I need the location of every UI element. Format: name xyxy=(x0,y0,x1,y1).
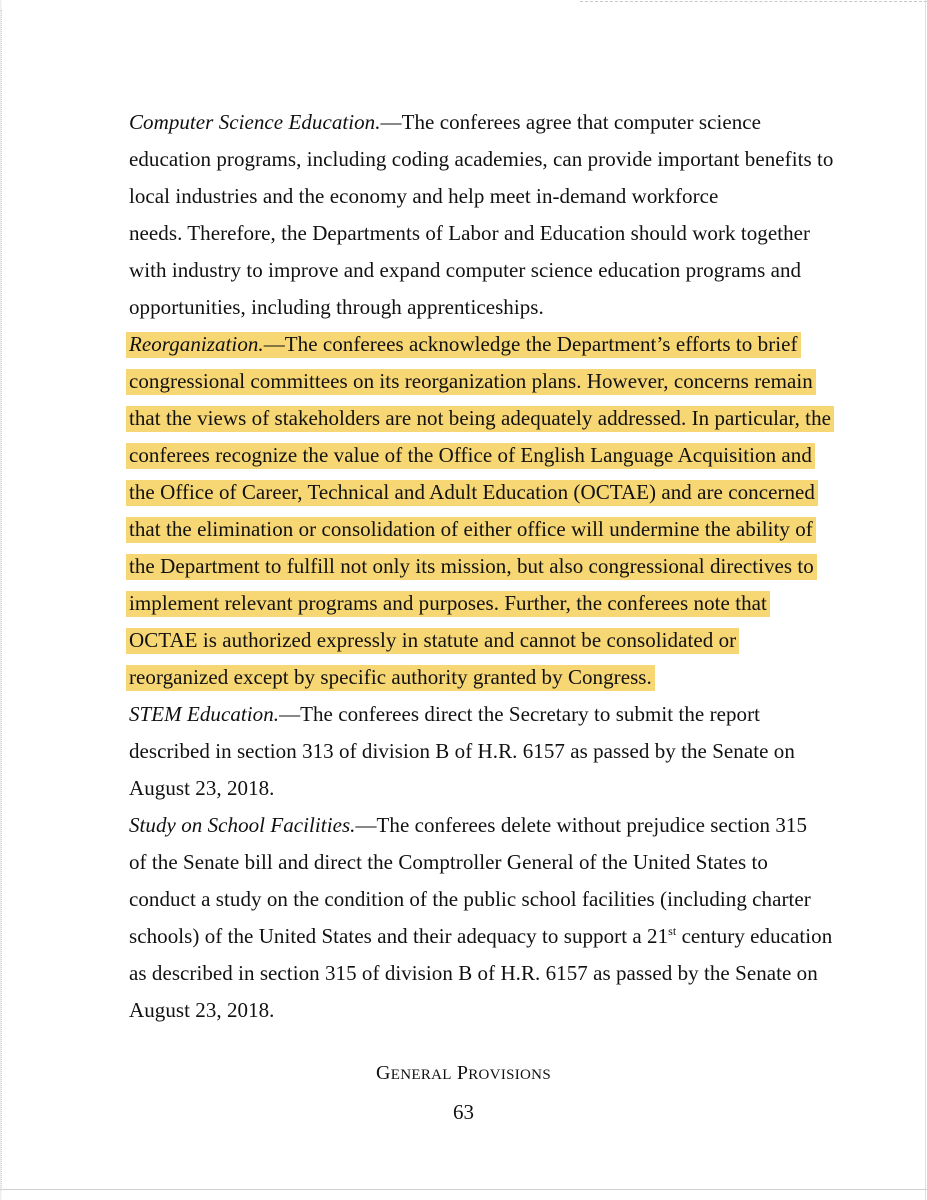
paragraph-heading: Computer Science Education. xyxy=(129,110,381,134)
scan-line-left xyxy=(1,10,2,1190)
scan-edge-right xyxy=(925,0,926,1200)
heading-rest: ROVISIONS xyxy=(468,1067,551,1083)
paragraph-line xyxy=(103,474,823,511)
highlighted-text: the Department to fulfill not only its mission, but also congressional directives to xyxy=(126,554,817,580)
paragraph-line xyxy=(103,437,823,474)
paragraph-line: education programs, including coding academies, can provide important benefits to xyxy=(129,147,834,171)
paragraph-line xyxy=(103,622,823,659)
paragraph-line xyxy=(103,696,823,733)
paragraph-text: —The conferees delete without prejudice section 315 xyxy=(355,813,808,837)
page-number: 63 xyxy=(453,1100,474,1124)
heading-rest: ENERAL xyxy=(390,1067,452,1083)
highlighted-text: that the views of stakeholders are not being adequately addressed. In particular, the xyxy=(126,406,834,432)
paragraph-line: August 23, 2018. xyxy=(129,776,275,800)
ordinal-superscript: st xyxy=(668,924,677,938)
paragraph-line: with industry to improve and expand computer science education programs and xyxy=(129,258,802,282)
paragraph-text: century education xyxy=(676,924,833,948)
highlighted-text: that the elimination or consolidation of either office will undermine the ability of xyxy=(126,517,816,543)
heading-initial: G xyxy=(376,1062,391,1084)
paragraph-line: described in section 313 of division B of H.R. 6157 as passed by the Senate on xyxy=(129,739,795,763)
paragraph-text: —The conferees direct the Secretary to submit the report xyxy=(279,702,761,726)
paragraph-text: schools) of the United States and their adequacy to support a 21 xyxy=(129,924,669,948)
scan-edge-bottom xyxy=(0,1189,927,1190)
highlighted-text xyxy=(126,332,801,358)
paragraph-line xyxy=(103,511,823,548)
paragraph-computer-science-education xyxy=(103,104,834,326)
highlighted-text: OCTAE is authorized expressly in statute and cannot be consolidated or xyxy=(126,628,739,654)
highlighted-text: conferees recognize the value of the Office of English Language Acquisition and xyxy=(126,443,815,469)
paragraph-heading: Reorganization. xyxy=(129,332,264,356)
paragraph-line: opportunities, including through apprenticeships. xyxy=(129,295,544,319)
highlighted-text: implement relevant programs and purposes. Further, the conferees note that xyxy=(126,591,770,617)
paragraph-reorganization xyxy=(103,326,831,696)
paragraph-line: local industries and the economy and help meet in-demand workforce xyxy=(129,184,719,208)
paragraph-line: as described in section 315 of division B of H.R. 6157 as passed by the Senate on xyxy=(129,961,818,985)
paragraph-heading: STEM Education. xyxy=(129,702,280,726)
paragraph-text: —The conferees agree that computer science xyxy=(380,110,762,134)
paragraph-line xyxy=(103,400,831,437)
paragraph-stem-education xyxy=(103,696,823,807)
paragraph-line: conduct a study on the condition of the public school facilities (including charter xyxy=(129,887,811,911)
paragraph-heading: Study on School Facilities. xyxy=(129,813,356,837)
scan-edge-top xyxy=(580,1,927,2)
paragraph-line xyxy=(103,807,823,844)
section-heading-general-provisions xyxy=(0,1062,927,1085)
paragraph-line: August 23, 2018. xyxy=(129,998,275,1022)
paragraph-line xyxy=(103,326,823,363)
paragraph-line xyxy=(103,363,823,400)
paragraph-line: of the Senate bill and direct the Comptroller General of the United States to xyxy=(129,850,768,874)
paragraph-line xyxy=(103,918,833,955)
paragraph-line xyxy=(103,659,823,696)
highlighted-text: congressional committees on its reorganization plans. However, concerns remain xyxy=(126,369,816,395)
highlighted-text: the Office of Career, Technical and Adult Education (OCTAE) and are concerned xyxy=(126,480,818,506)
highlighted-text: reorganized except by specific authority granted by Congress. xyxy=(126,665,655,691)
paragraph-line: needs. Therefore, the Departments of Labor and Education should work together xyxy=(129,221,811,245)
paragraph-text: —The conferees acknowledge the Department’s efforts to brief xyxy=(263,332,798,356)
heading-initial: P xyxy=(456,1062,469,1084)
paragraph-study-on-school-facilities xyxy=(103,807,833,1029)
paragraph-line xyxy=(103,585,823,622)
paragraph-line xyxy=(103,548,823,585)
paragraph-line xyxy=(103,104,823,141)
